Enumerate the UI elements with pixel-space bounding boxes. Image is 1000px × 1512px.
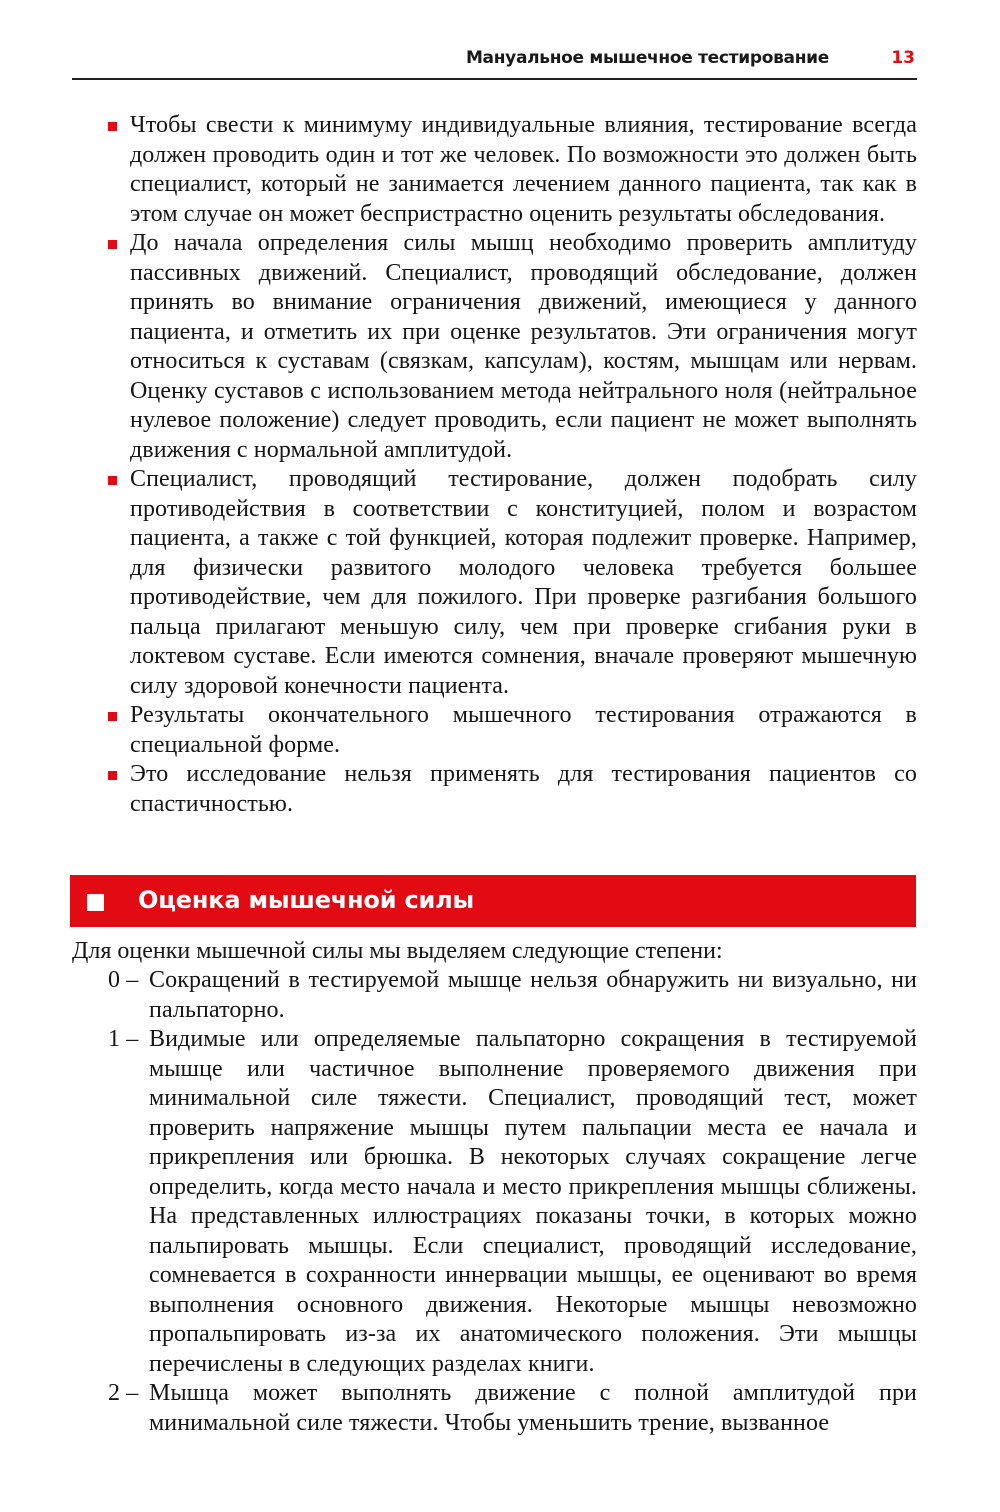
- page-number: 13: [891, 48, 915, 68]
- red-square-bullet-icon: [108, 240, 117, 249]
- grade-text: Видимые или определяемые пальпаторно сокращения в тестируемой мышце или частичное выполнение проверяемого движения при минимальной силе тяжести. Специалист, проводящий тест, может проверить напряжение мышцы путем пальпации места ее начала и прикрепления или брюшка. В некоторых случаях сокращение легче определить, когда место начала и место прикрепления мышцы сближены. На представленных иллюстрациях показаны точки, в которых можно пальпировать мышцы. Если специалист, проводящий исследование, сомневается в сохранности иннервации мышцы, ее оценивают во время выполнения основного движения. Некоторые мышцы невозможно пропальпировать из-за их анатомического положения. Эти мышцы перечислены в следующих разделах книги.: [149, 1026, 917, 1377]
- red-square-bullet-icon: [108, 476, 117, 485]
- grade-text: Мышца может выполнять движение с полной амплитудой при минимальной силе тяжести. Чтобы уменьшить трение, вызванное: [149, 1380, 917, 1436]
- white-square-icon: [87, 894, 104, 911]
- grade-item: [72, 966, 917, 1025]
- grade-number: 0 –: [108, 967, 139, 993]
- running-title: Мануальное мышечное тестирование: [465, 48, 829, 68]
- bullet-item: [104, 701, 917, 760]
- bullet-item: [104, 465, 917, 701]
- bullet-list: [104, 111, 917, 819]
- bullet-text: Это исследование нельзя применять для тестирования пациентов со спастичностью.: [130, 761, 917, 817]
- red-square-bullet-icon: [108, 771, 117, 780]
- section-banner: [70, 875, 916, 927]
- grade-number: 2 –: [108, 1380, 139, 1406]
- bullet-item: [104, 760, 917, 819]
- grade-text: Сокращений в тестируемой мышце нельзя обнаружить ни визуально, ни пальпаторно.: [149, 967, 917, 1023]
- section-title: Оценка мышечной силы: [138, 886, 475, 914]
- bullet-text: Результаты окончательного мышечного тестирования отражаются в специальной форме.: [130, 702, 917, 758]
- bullet-item: [104, 111, 917, 229]
- grade-list: [72, 966, 917, 1438]
- grade-item: [72, 1379, 917, 1438]
- red-square-bullet-icon: [108, 712, 117, 721]
- red-square-bullet-icon: [108, 122, 117, 131]
- grade-item: [72, 1025, 917, 1379]
- bullet-text: До начала определения силы мышц необходимо проверить амплитуду пассивных движений. Специалист, проводящий обследование, должен принять во внимание ограничения движений, имеющиеся у данного пациента, и отметить их при оценке результатов. Эти ограничения могут относиться к суставам (связкам, капсулам), костям, мышцам или нервам. Оценку суставов с использованием метода нейтрального ноля (нейтральное нулевое положение) следует проводить, если пациент не может выполнять движения с нормальной амплитудой.: [130, 230, 917, 463]
- running-header: [72, 46, 917, 80]
- bullet-text: Чтобы свести к минимуму индивидуальные влияния, тестирование всегда должен проводить один и тот же человек. По возможности это должен быть специалист, который не занимается лечением данного пациента, так как в этом случае он может беспристрастно оценить результаты обследования.: [130, 112, 917, 227]
- grade-number: 1 –: [108, 1026, 139, 1052]
- intro-paragraph: Для оценки мышечной силы мы выделяем следующие степени:: [72, 938, 723, 964]
- bullet-item: [104, 229, 917, 465]
- bullet-text: Специалист, проводящий тестирование, должен подобрать силу противодействия в соответствии с конституцией, полом и возрастом пациента, а также с той функцией, которая подлежит проверке. Например, для физически развитого молодого человека требуется большее противодействие, чем для пожилого. При проверке разгибания большого пальца прилагают меньшую силу, чем при проверке сгибания руки в локтевом суставе. Если имеются сомнения, вначале проверяют мышечную силу здоровой конечности пациента.: [130, 466, 917, 699]
